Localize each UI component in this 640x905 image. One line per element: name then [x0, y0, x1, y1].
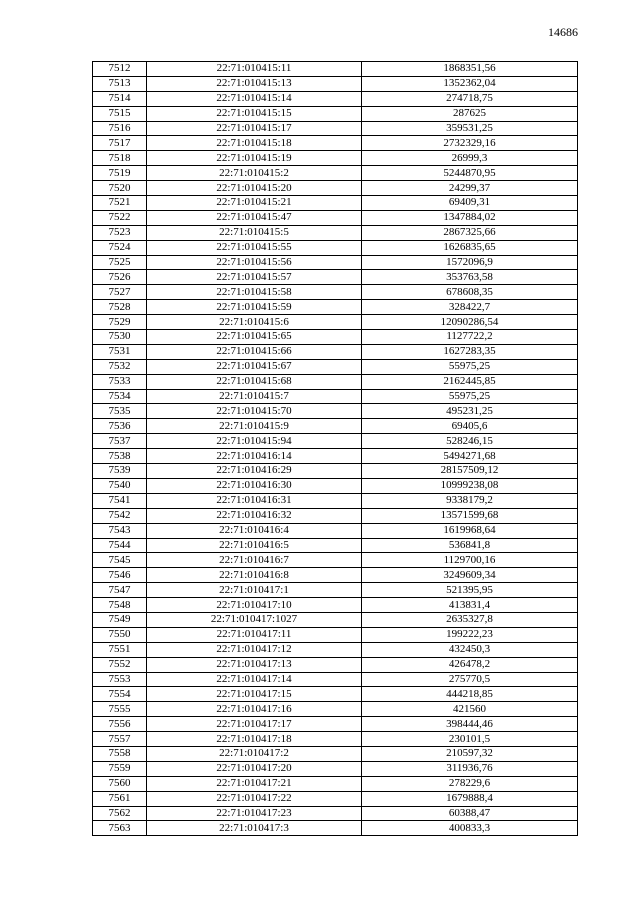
- cadastral-number-cell: 22:71:010416:30: [147, 478, 362, 493]
- cadastral-value-cell: 1868351,56: [362, 62, 578, 77]
- cadastral-value-cell: 432450,3: [362, 642, 578, 657]
- row-number-cell: 7528: [93, 300, 147, 315]
- row-number-cell: 7557: [93, 732, 147, 747]
- cadastral-value-cell: 1352362,04: [362, 76, 578, 91]
- cadastral-number-cell: 22:71:010415:94: [147, 434, 362, 449]
- cadastral-value-cell: 55975,25: [362, 359, 578, 374]
- row-number-cell: 7553: [93, 672, 147, 687]
- cadastral-number-cell: 22:71:010416:14: [147, 449, 362, 464]
- row-number-cell: 7546: [93, 568, 147, 583]
- cadastral-number-cell: 22:71:010417:22: [147, 791, 362, 806]
- row-number-cell: 7514: [93, 91, 147, 106]
- cadastral-number-cell: 22:71:010415:57: [147, 270, 362, 285]
- row-number-cell: 7525: [93, 255, 147, 270]
- cadastral-number-cell: 22:71:010415:18: [147, 136, 362, 151]
- table-row: [93, 255, 578, 270]
- cadastral-value-cell: 359531,25: [362, 121, 578, 136]
- table-row: [93, 493, 578, 508]
- table-row: [93, 434, 578, 449]
- table-row: [93, 315, 578, 330]
- cadastral-value-cell: 1627283,35: [362, 344, 578, 359]
- cadastral-number-cell: 22:71:010415:19: [147, 151, 362, 166]
- table-row: [93, 627, 578, 642]
- cadastral-number-cell: 22:71:010415:21: [147, 196, 362, 211]
- cadastral-number-cell: 22:71:010415:68: [147, 374, 362, 389]
- cadastral-number-cell: 22:71:010415:55: [147, 240, 362, 255]
- cadastral-number-cell: 22:71:010417:11: [147, 627, 362, 642]
- cadastral-number-cell: 22:71:010415:6: [147, 315, 362, 330]
- table-row: [93, 196, 578, 211]
- cadastral-number-cell: 22:71:010417:13: [147, 657, 362, 672]
- row-number-cell: 7549: [93, 612, 147, 627]
- table-row: [93, 344, 578, 359]
- table-row: [93, 449, 578, 464]
- row-number-cell: 7531: [93, 344, 147, 359]
- row-number-cell: 7562: [93, 806, 147, 821]
- cadastral-number-cell: 22:71:010415:11: [147, 62, 362, 77]
- row-number-cell: 7517: [93, 136, 147, 151]
- row-number-cell: 7539: [93, 464, 147, 479]
- table-row: [93, 285, 578, 300]
- table-row: [93, 76, 578, 91]
- cadastral-value-cell: 495231,25: [362, 404, 578, 419]
- table-row: [93, 359, 578, 374]
- row-number-cell: 7563: [93, 821, 147, 836]
- table-row: [93, 732, 578, 747]
- cadastral-value-cell: 311936,76: [362, 761, 578, 776]
- cadastral-value-cell: 421560: [362, 702, 578, 717]
- cadastral-number-cell: 22:71:010417:1027: [147, 612, 362, 627]
- row-number-cell: 7561: [93, 791, 147, 806]
- table-row: [93, 136, 578, 151]
- cadastral-value-cell: 230101,5: [362, 732, 578, 747]
- table-body: [93, 62, 578, 836]
- cadastral-value-cell: 1619968,64: [362, 523, 578, 538]
- cadastral-value-cell: 426478,2: [362, 657, 578, 672]
- table-row: [93, 761, 578, 776]
- cadastral-value-cell: 521395,95: [362, 583, 578, 598]
- cadastral-value-cell: 536841,8: [362, 538, 578, 553]
- cadastral-value-cell: 400833,3: [362, 821, 578, 836]
- cadastral-number-cell: 22:71:010415:14: [147, 91, 362, 106]
- table-row: [93, 702, 578, 717]
- cadastral-value-cell: 398444,46: [362, 717, 578, 732]
- table-row: [93, 806, 578, 821]
- table-row: [93, 240, 578, 255]
- table-row: [93, 568, 578, 583]
- cadastral-number-cell: 22:71:010415:67: [147, 359, 362, 374]
- table-row: [93, 687, 578, 702]
- cadastral-number-cell: 22:71:010415:56: [147, 255, 362, 270]
- table-row: [93, 612, 578, 627]
- cadastral-value-cell: 274718,75: [362, 91, 578, 106]
- cadastral-value-cell: 5244870,95: [362, 166, 578, 181]
- table-row: [93, 717, 578, 732]
- cadastral-number-cell: 22:71:010415:58: [147, 285, 362, 300]
- table-row: [93, 508, 578, 523]
- cadastral-value-cell: 2732329,16: [362, 136, 578, 151]
- cadastral-number-cell: 22:71:010417:21: [147, 776, 362, 791]
- row-number-cell: 7533: [93, 374, 147, 389]
- row-number-cell: 7518: [93, 151, 147, 166]
- cadastral-value-cell: 1679888,4: [362, 791, 578, 806]
- cadastral-number-cell: 22:71:010416:31: [147, 493, 362, 508]
- cadastral-number-cell: 22:71:010415:47: [147, 210, 362, 225]
- table-row: [93, 523, 578, 538]
- row-number-cell: 7530: [93, 330, 147, 345]
- table-row: [93, 62, 578, 77]
- row-number-cell: 7538: [93, 449, 147, 464]
- cadastral-number-cell: 22:71:010415:15: [147, 106, 362, 121]
- cadastral-value-cell: 12090286,54: [362, 315, 578, 330]
- cadastral-number-cell: 22:71:010415:13: [147, 76, 362, 91]
- cadastral-value-cell: 199222,23: [362, 627, 578, 642]
- cadastral-number-cell: 22:71:010415:65: [147, 330, 362, 345]
- cadastral-number-cell: 22:71:010415:2: [147, 166, 362, 181]
- row-number-cell: 7554: [93, 687, 147, 702]
- cadastral-value-cell: 328422,7: [362, 300, 578, 315]
- table-row: [93, 583, 578, 598]
- cadastral-number-cell: 22:71:010415:9: [147, 419, 362, 434]
- table-row: [93, 791, 578, 806]
- cadastral-value-cell: 210597,32: [362, 746, 578, 761]
- cadastral-value-cell: 1626835,65: [362, 240, 578, 255]
- table-row: [93, 776, 578, 791]
- cadastral-value-cell: 69409,31: [362, 196, 578, 211]
- table-row: [93, 478, 578, 493]
- table-row: [93, 166, 578, 181]
- row-number-cell: 7516: [93, 121, 147, 136]
- cadastral-value-cell: 26999,3: [362, 151, 578, 166]
- row-number-cell: 7535: [93, 404, 147, 419]
- cadastral-number-cell: 22:71:010416:4: [147, 523, 362, 538]
- row-number-cell: 7560: [93, 776, 147, 791]
- table-row: [93, 91, 578, 106]
- page-number: 14686: [548, 25, 578, 39]
- table-row: [93, 598, 578, 613]
- cadastral-value-cell: 444218,85: [362, 687, 578, 702]
- cadastral-value-cell: 278229,6: [362, 776, 578, 791]
- cadastral-value-cell: 287625: [362, 106, 578, 121]
- cadastral-value-cell: 413831,4: [362, 598, 578, 613]
- table-row: [93, 330, 578, 345]
- cadastral-number-cell: 22:71:010416:8: [147, 568, 362, 583]
- cadastral-number-cell: 22:71:010415:59: [147, 300, 362, 315]
- table-row: [93, 389, 578, 404]
- cadastral-value-cell: 10999238,08: [362, 478, 578, 493]
- table-row: [93, 300, 578, 315]
- table-row: [93, 404, 578, 419]
- cadastral-value-cell: 2162445,85: [362, 374, 578, 389]
- table-row: [93, 210, 578, 225]
- cadastral-value-cell: 1572096,9: [362, 255, 578, 270]
- row-number-cell: 7544: [93, 538, 147, 553]
- row-number-cell: 7537: [93, 434, 147, 449]
- cadastral-number-cell: 22:71:010417:20: [147, 761, 362, 776]
- row-number-cell: 7552: [93, 657, 147, 672]
- cadastral-value-cell: 5494271,68: [362, 449, 578, 464]
- cadastral-number-cell: 22:71:010415:66: [147, 344, 362, 359]
- row-number-cell: 7543: [93, 523, 147, 538]
- cadastral-value-cell: 24299,37: [362, 181, 578, 196]
- table-row: [93, 121, 578, 136]
- row-number-cell: 7523: [93, 225, 147, 240]
- cadastral-value-cell: 2867325,66: [362, 225, 578, 240]
- row-number-cell: 7513: [93, 76, 147, 91]
- cadastral-value-cell: 69405,6: [362, 419, 578, 434]
- cadastral-number-cell: 22:71:010417:3: [147, 821, 362, 836]
- row-number-cell: 7534: [93, 389, 147, 404]
- cadastral-number-cell: 22:71:010417:2: [147, 746, 362, 761]
- cadastral-value-cell: 1129700,16: [362, 553, 578, 568]
- table-row: [93, 672, 578, 687]
- cadastral-number-cell: 22:71:010417:1: [147, 583, 362, 598]
- table-row: [93, 553, 578, 568]
- cadastral-number-cell: 22:71:010417:17: [147, 717, 362, 732]
- row-number-cell: 7520: [93, 181, 147, 196]
- row-number-cell: 7556: [93, 717, 147, 732]
- row-number-cell: 7540: [93, 478, 147, 493]
- cadastral-value-cell: 275770,5: [362, 672, 578, 687]
- cadastral-value-cell: 28157509,12: [362, 464, 578, 479]
- cadastral-value-cell: 3249609,34: [362, 568, 578, 583]
- row-number-cell: 7526: [93, 270, 147, 285]
- cadastral-number-cell: 22:71:010415:20: [147, 181, 362, 196]
- cadastral-number-cell: 22:71:010415:70: [147, 404, 362, 419]
- cadastral-value-cell: 13571599,68: [362, 508, 578, 523]
- row-number-cell: 7542: [93, 508, 147, 523]
- table-row: [93, 464, 578, 479]
- table-row: [93, 657, 578, 672]
- table-row: [93, 151, 578, 166]
- cadastral-number-cell: 22:71:010417:23: [147, 806, 362, 821]
- cadastral-value-cell: 55975,25: [362, 389, 578, 404]
- row-number-cell: 7550: [93, 627, 147, 642]
- cadastral-value-cell: 1127722,2: [362, 330, 578, 345]
- row-number-cell: 7558: [93, 746, 147, 761]
- cadastral-value-cell: 528246,15: [362, 434, 578, 449]
- cadastral-number-cell: 22:71:010417:15: [147, 687, 362, 702]
- cadastral-value-cell: 2635327,8: [362, 612, 578, 627]
- cadastral-value-cell: 60388,47: [362, 806, 578, 821]
- row-number-cell: 7515: [93, 106, 147, 121]
- row-number-cell: 7545: [93, 553, 147, 568]
- table-row: [93, 374, 578, 389]
- row-number-cell: 7519: [93, 166, 147, 181]
- cadastral-value-cell: 678608,35: [362, 285, 578, 300]
- cadastral-value-cell: 353763,58: [362, 270, 578, 285]
- table-row: [93, 642, 578, 657]
- cadastral-value-table: [92, 61, 578, 836]
- table-row: [93, 270, 578, 285]
- row-number-cell: 7541: [93, 493, 147, 508]
- cadastral-value-cell: 9338179,2: [362, 493, 578, 508]
- cadastral-number-cell: 22:71:010417:10: [147, 598, 362, 613]
- cadastral-number-cell: 22:71:010415:5: [147, 225, 362, 240]
- row-number-cell: 7521: [93, 196, 147, 211]
- table-row: [93, 821, 578, 836]
- row-number-cell: 7551: [93, 642, 147, 657]
- table-row: [93, 538, 578, 553]
- cadastral-number-cell: 22:71:010417:12: [147, 642, 362, 657]
- cadastral-number-cell: 22:71:010416:5: [147, 538, 362, 553]
- row-number-cell: 7547: [93, 583, 147, 598]
- cadastral-number-cell: 22:71:010415:7: [147, 389, 362, 404]
- cadastral-number-cell: 22:71:010417:18: [147, 732, 362, 747]
- row-number-cell: 7512: [93, 62, 147, 77]
- row-number-cell: 7555: [93, 702, 147, 717]
- row-number-cell: 7529: [93, 315, 147, 330]
- row-number-cell: 7524: [93, 240, 147, 255]
- cadastral-number-cell: 22:71:010416:32: [147, 508, 362, 523]
- row-number-cell: 7522: [93, 210, 147, 225]
- row-number-cell: 7536: [93, 419, 147, 434]
- cadastral-number-cell: 22:71:010415:17: [147, 121, 362, 136]
- table-row: [93, 225, 578, 240]
- cadastral-number-cell: 22:71:010416:29: [147, 464, 362, 479]
- table-row: [93, 746, 578, 761]
- row-number-cell: 7559: [93, 761, 147, 776]
- row-number-cell: 7532: [93, 359, 147, 374]
- row-number-cell: 7548: [93, 598, 147, 613]
- cadastral-number-cell: 22:71:010417:16: [147, 702, 362, 717]
- table-row: [93, 419, 578, 434]
- table-row: [93, 181, 578, 196]
- cadastral-number-cell: 22:71:010417:14: [147, 672, 362, 687]
- row-number-cell: 7527: [93, 285, 147, 300]
- table-row: [93, 106, 578, 121]
- cadastral-value-cell: 1347884,02: [362, 210, 578, 225]
- cadastral-number-cell: 22:71:010416:7: [147, 553, 362, 568]
